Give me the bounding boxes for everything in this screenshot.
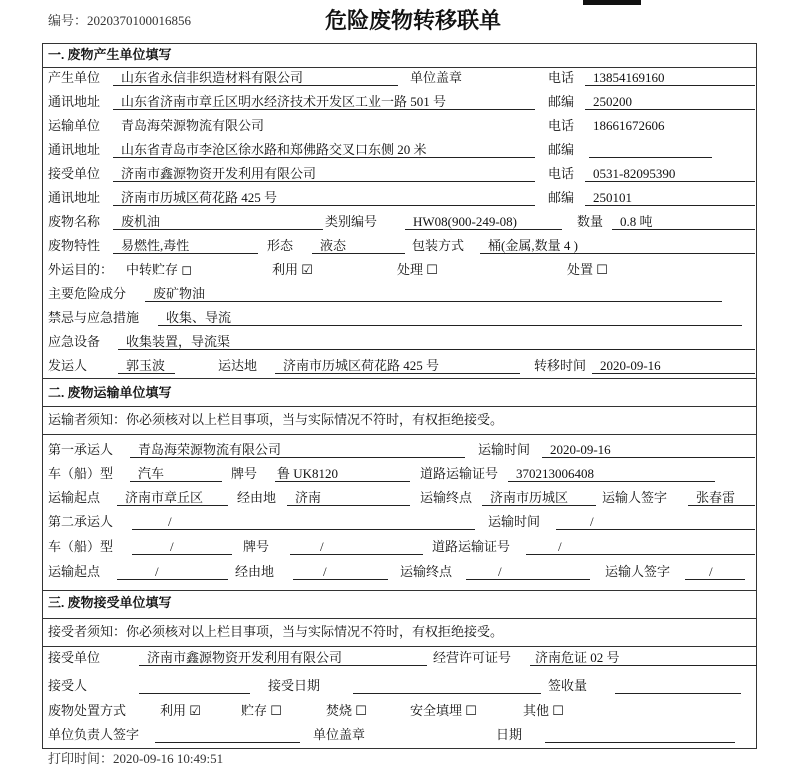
receive-date-field[interactable] — [353, 677, 541, 694]
equip-label: 应急设备 — [48, 334, 101, 349]
carrier1-end-field[interactable]: 济南市历城区 — [482, 489, 596, 506]
receiver-zip-field[interactable]: 250101 — [585, 189, 755, 206]
phone-label: 电话 — [548, 166, 575, 181]
carrier1-time-field[interactable]: 2020-09-16 — [542, 441, 755, 458]
seal-label: 单位盖章 — [313, 727, 366, 742]
method-landfill-checkbox[interactable]: 安全填埋 ☐ — [410, 703, 477, 718]
amount-label: 签收量 — [548, 678, 588, 693]
shipper-label: 发运人 — [48, 358, 88, 373]
transfer-time-field[interactable]: 2020-09-16 — [592, 357, 755, 374]
transport-time-label: 运输时间 — [478, 442, 531, 457]
hazard-field[interactable]: 废矿物油 — [145, 285, 722, 302]
page-title: 危险废物转移联单 — [325, 9, 502, 34]
section2-title: 二. 废物运输单位填写 — [48, 385, 172, 400]
phone-label: 电话 — [548, 70, 575, 85]
method-other-checkbox[interactable]: 其他 ☐ — [523, 703, 564, 718]
transporter-field[interactable]: 青岛海荣源物流有限公司 — [121, 118, 265, 133]
divider — [42, 406, 757, 407]
start-label: 运输起点 — [48, 564, 101, 579]
method-label: 废物处置方式 — [48, 703, 127, 718]
divider — [42, 378, 757, 379]
producer-label: 产生单位 — [48, 70, 101, 85]
sign-label: 运输人签字 — [605, 564, 671, 579]
divider — [42, 618, 757, 619]
hazard-label: 主要危险成分 — [48, 286, 127, 301]
carrier1-label: 第一承运人 — [48, 442, 114, 457]
purpose-storage-checkbox[interactable]: 中转贮存 ◻ — [126, 262, 193, 277]
zip-label: 邮编 — [548, 190, 575, 205]
divider — [42, 67, 757, 68]
end-label: 运输终点 — [420, 490, 473, 505]
phone-label: 电话 — [548, 118, 575, 133]
divider — [42, 646, 757, 647]
receive-notice: 接受者须知：你必须核对以上栏目事项，当与实际情况不符时，有权拒绝接受。 — [48, 624, 504, 639]
transfer-time-label: 转移时间 — [534, 358, 587, 373]
producer-phone-field[interactable]: 13854169160 — [585, 69, 755, 86]
carrier2-end-field[interactable]: / — [466, 563, 590, 580]
end-label: 运输终点 — [400, 564, 453, 579]
carrier2-sign-field[interactable]: / — [685, 563, 745, 580]
via-label: 经由地 — [235, 564, 275, 579]
receiver-phone-field[interactable]: 0531-82095390 — [585, 165, 755, 182]
addr-label: 通讯地址 — [48, 142, 101, 157]
equip-field[interactable]: 收集装置，导流渠 — [118, 333, 755, 350]
vehicle-label: 车（船）型 — [48, 539, 114, 554]
license-field[interactable]: 济南危证 02 号 — [530, 649, 757, 666]
pack-field[interactable]: 桶(金属,数量 4 ) — [480, 237, 755, 254]
zip-label: 邮编 — [548, 94, 575, 109]
emergency-label: 禁忌与应急措施 — [48, 310, 140, 325]
carrier2-time-field[interactable]: / — [556, 513, 755, 530]
form-field[interactable]: 液态 — [312, 237, 405, 254]
property-field[interactable]: 易燃性,毒性 — [113, 237, 258, 254]
receiver-field[interactable]: 济南市鑫源物资开发利用有限公司 — [113, 165, 535, 182]
receive-unit-label: 接受单位 — [48, 650, 101, 665]
start-label: 运输起点 — [48, 490, 101, 505]
seal-label: 单位盖章 — [410, 70, 463, 85]
category-field[interactable]: HW08(900-249-08) — [405, 213, 562, 230]
qr-code — [583, 0, 641, 5]
carrier1-start-field[interactable]: 济南市章丘区 — [117, 489, 228, 506]
section1-title: 一. 废物产生单位填写 — [48, 47, 172, 62]
zip-label: 邮编 — [548, 142, 575, 157]
addr-label: 通讯地址 — [48, 190, 101, 205]
carrier2-start-field[interactable]: / — [117, 563, 228, 580]
category-label: 类别编号 — [325, 214, 378, 229]
producer-zip-field[interactable]: 250200 — [585, 93, 755, 110]
serial-number: 编号：2020370100016856 — [48, 13, 192, 28]
plate-label: 牌号 — [243, 539, 270, 554]
carrier1-field[interactable]: 青岛海荣源物流有限公司 — [130, 441, 465, 458]
carrier1-via-field[interactable]: 济南 — [287, 489, 410, 506]
carrier1-sign-field[interactable]: 张春雷 — [688, 489, 755, 506]
shipper-field[interactable]: 郭玉波 — [118, 357, 175, 374]
addr-label: 通讯地址 — [48, 94, 101, 109]
receiver-person-label: 接受人 — [48, 678, 88, 693]
carrier2-permit-field[interactable]: / — [526, 538, 755, 555]
print-time: 打印时间：2020-09-16 10:49:51 — [48, 751, 224, 766]
qty-label: 数量 — [577, 214, 604, 229]
purpose-use-checkbox[interactable]: 利用 ☑ — [272, 262, 313, 277]
method-use-checkbox[interactable]: 利用 ☑ — [160, 703, 201, 718]
waste-name-field[interactable]: 废机油 — [113, 213, 323, 230]
section3-title: 三. 废物接受单位填写 — [48, 595, 172, 610]
vehicle-label: 车（船）型 — [48, 466, 114, 481]
divider — [42, 434, 757, 435]
carrier2-field[interactable]: / — [132, 513, 475, 530]
receiver-person-field[interactable] — [139, 677, 250, 694]
receive-unit-field[interactable]: 济南市鑫源物资开发利用有限公司 — [139, 649, 427, 666]
receive-date-label: 接受日期 — [268, 678, 321, 693]
dest-label: 运达地 — [218, 358, 258, 373]
carrier2-plate-field[interactable]: / — [290, 538, 423, 555]
license-label: 经营许可证号 — [433, 650, 512, 665]
carrier1-plate-field[interactable]: 鲁 UK8120 — [275, 465, 410, 482]
receiver-addr-field[interactable]: 济南市历城区荷花路 425 号 — [113, 189, 535, 206]
purpose-treat-checkbox[interactable]: 处理 ☐ — [397, 262, 438, 277]
day-label: 日期 — [496, 727, 523, 742]
emergency-field[interactable]: 收集、导流 — [158, 309, 742, 326]
carrier2-vehicle-field[interactable]: / — [132, 538, 232, 555]
method-store-checkbox[interactable]: 贮存 ☐ — [241, 703, 282, 718]
amount-field[interactable] — [615, 677, 741, 694]
permit-label: 道路运输证号 — [432, 539, 511, 554]
carrier2-label: 第二承运人 — [48, 514, 114, 529]
transporter-zip-field[interactable] — [589, 141, 712, 158]
carrier2-via-field[interactable]: / — [293, 563, 388, 580]
permit-label: 道路运输证号 — [420, 466, 499, 481]
carrier1-permit-field[interactable]: 370213006408 — [508, 465, 715, 482]
head-sign-field[interactable] — [155, 726, 300, 743]
sign-label: 运输人签字 — [602, 490, 668, 505]
dest-field[interactable]: 济南市历城区荷花路 425 号 — [275, 357, 520, 374]
transporter-phone-field[interactable]: 18661672606 — [593, 118, 665, 133]
via-label: 经由地 — [237, 490, 277, 505]
head-sign-label: 单位负责人签字 — [48, 727, 140, 742]
form-label: 形态 — [267, 238, 294, 253]
producer-field[interactable]: 山东省永信非织造材料有限公司 — [113, 69, 398, 86]
plate-label: 牌号 — [231, 466, 258, 481]
method-burn-checkbox[interactable]: 焚烧 ☐ — [326, 703, 367, 718]
transporter-label: 运输单位 — [48, 118, 101, 133]
property-label: 废物特性 — [48, 238, 101, 253]
day-field[interactable] — [545, 726, 735, 743]
purpose-label: 外运目的： — [48, 262, 114, 277]
producer-addr-field[interactable]: 山东省济南市章丘区明水经济技术开发区工业一路 501 号 — [113, 93, 535, 110]
carrier1-vehicle-field[interactable]: 汽车 — [130, 465, 222, 482]
transport-time-label: 运输时间 — [488, 514, 541, 529]
transporter-addr-field[interactable]: 山东省青岛市李沧区徐水路和郑佛路交叉口东侧 20 米 — [113, 141, 535, 158]
waste-name-label: 废物名称 — [48, 214, 101, 229]
divider — [42, 590, 757, 591]
pack-label: 包装方式 — [412, 238, 465, 253]
purpose-dispose-checkbox[interactable]: 处置 ☐ — [567, 262, 608, 277]
qty-field[interactable]: 0.8 吨 — [612, 213, 755, 230]
receiver-label: 接受单位 — [48, 166, 101, 181]
transport-notice: 运输者须知：你必须核对以上栏目事项，当与实际情况不符时，有权拒绝接受。 — [48, 412, 504, 427]
